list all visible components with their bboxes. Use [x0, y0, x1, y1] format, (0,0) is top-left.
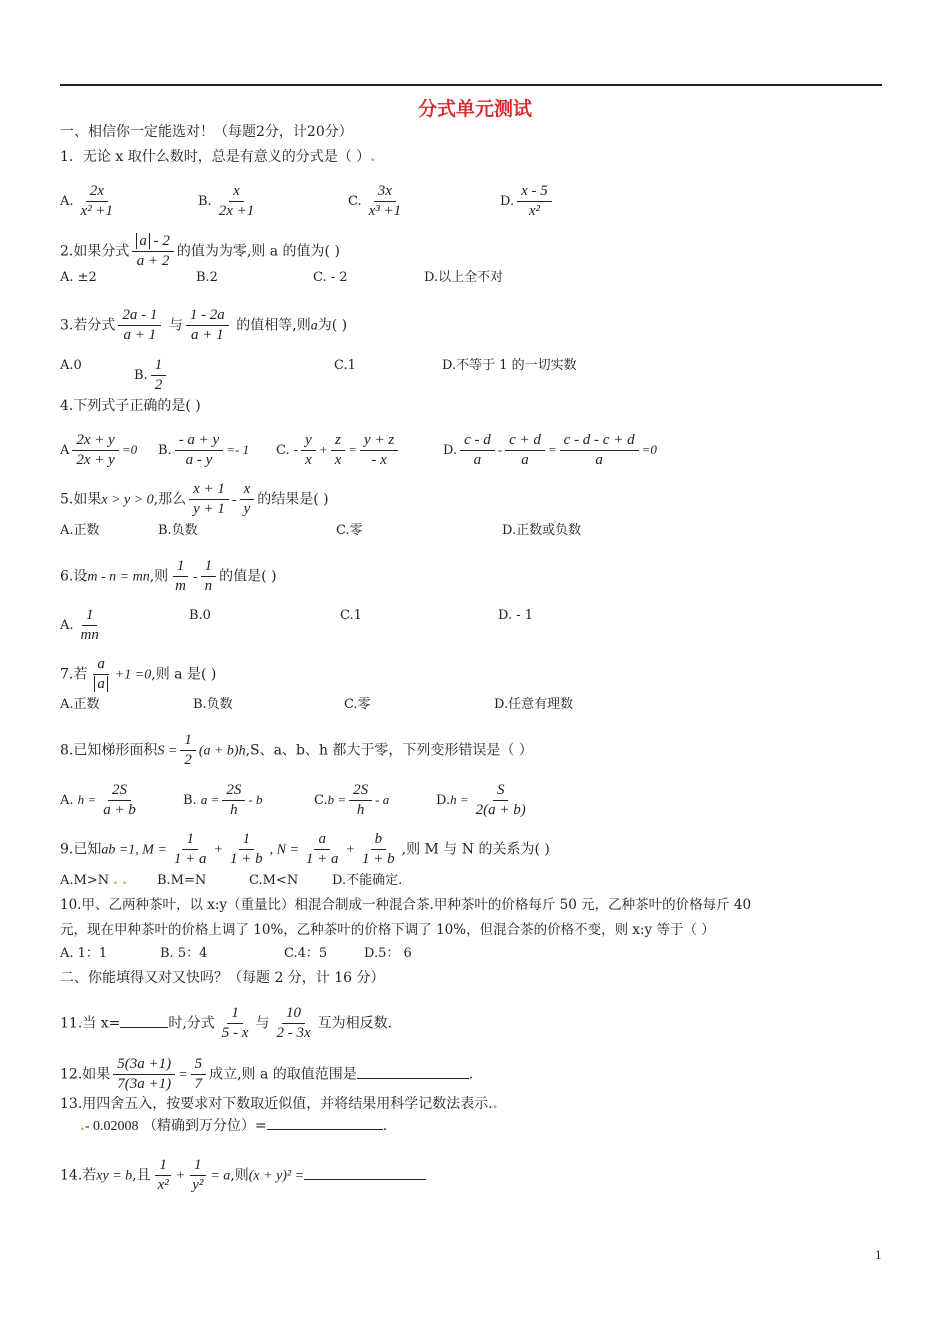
fraction: $\frac{10}{2 - 3x}$: [276, 1005, 311, 1041]
fraction: $\frac{y}{x}$: [301, 431, 316, 470]
question-13-line-2: .- 0.02008 （精确到万分位）= .: [80, 1115, 387, 1137]
question-9-option-d: D.不能确定.: [332, 873, 403, 888]
answer-blank[interactable]: [304, 1165, 426, 1180]
question-11-stem: 11.当 x= 时,分式 $\frac{1}{5 - x}$ 与 $\frac{10}{2 - 3x}$ 互为相反数.: [60, 1005, 393, 1041]
fraction: $\frac{x - 5}{\text{x²}}$: [517, 182, 552, 221]
fraction: $\frac{2S}{h}$: [349, 781, 372, 820]
fraction: $\frac{a - 2}{a + 2}$: [132, 232, 174, 271]
question-4-option-d: D. $\frac{c - d}{a}$ - $\frac{c + d}{a}$ = $\frac{c - d - c + d}{a}$ =0: [443, 432, 657, 468]
mark-dot: .: [80, 1118, 85, 1134]
question-5-option-c: C.零: [336, 523, 363, 538]
question-9-stem: 9.已知ab =1, M = $\frac{1}{1 + a}$ + $\frac{1}{1 + b}$ , N = $\frac{a}{1 + a}$ + $\frac{b}{1 + b}$ ,则 M 与 N 的关系为( ): [60, 831, 550, 867]
fraction: $\frac{2x}{\text{x² +1}}$: [80, 183, 114, 219]
question-6-option-d: D. - 1: [498, 608, 534, 623]
question-7-stem: 7.若 $\frac{a}{a}$ +1 =0,则 a 是( ): [60, 656, 217, 692]
fraction: $\frac{z}{x}$: [331, 431, 346, 470]
fraction: $\frac{y + z}{- x}$: [360, 431, 398, 470]
question-2-option-c: C. - 2: [313, 270, 348, 285]
fraction: $\frac{- a + y}{a - y}$: [175, 431, 224, 470]
fraction: $\frac{1}{1 + a}$: [173, 831, 207, 867]
page-number: 1: [875, 1247, 882, 1262]
header-rule: [60, 84, 882, 86]
answer-blank[interactable]: [267, 1115, 383, 1130]
fraction: $\frac{1}{\text{y²}}$: [188, 1156, 207, 1195]
question-4-option-c: C. - $\frac{y}{x}$ + $\frac{z}{x}$ = $\frac{y + z}{- x}$: [276, 431, 401, 470]
question-8-option-b: B. a = $\frac{2S}{h}$ - b: [183, 782, 263, 818]
question-1-option-b: B. $\frac{x}{2x +1}$: [198, 182, 261, 221]
section-1-heading: 一、相信你一定能选对！（每题2分，计20分）: [60, 124, 353, 140]
fraction: $\frac{1}{5 - x}$: [221, 1005, 249, 1041]
question-10-option-d: D.5： 6: [364, 946, 412, 961]
question-7-option-b: B.负数: [193, 697, 233, 712]
question-10-option-a: A. 1：1: [60, 946, 108, 961]
question-13-line-1: 13.用四舍五入，按要求对下数取近似值，并将结果用科学记数法表示..: [60, 1096, 498, 1112]
answer-blank[interactable]: [120, 1013, 168, 1028]
question-10-line-1: 10.甲、乙两种茶叶，以 x:y（重量比）相混合制成一种混合茶.甲种茶叶的价格每斤 50 元，乙种茶叶的价格每斤 40: [60, 897, 752, 913]
fraction: $\frac{c - d}{a}$: [460, 431, 495, 470]
fraction: $\frac{2S}{a + b}$: [103, 782, 136, 818]
fraction: $\frac{a}{a}$: [90, 655, 112, 694]
question-3-option-d: D.不等于 1 的一切实数: [442, 358, 577, 373]
fraction: $\frac{5}{7}$: [191, 1055, 207, 1094]
question-7-option-c: C.零: [344, 697, 371, 712]
question-8-stem: 8.已知梯形面积S = $\frac{1}{2}$ (a + b)h,S、a、b、h 都大于零，下列变形错误是（ ）: [60, 732, 533, 768]
question-1-option-c: C. $\frac{3x}{\text{x³ +1}}$: [348, 182, 408, 221]
question-6-stem: 6.设m - n = mn,则 $\frac{1}{m}$ - $\frac{1}{n}$ 的值是( ): [60, 558, 277, 594]
question-3-option-a: A.0: [60, 358, 82, 373]
fraction: $\frac{x}{2x +1}$: [218, 183, 255, 219]
question-6-option-b: B.0: [189, 608, 211, 623]
fraction: $\frac{1}{n}$: [201, 557, 217, 596]
fraction: $\frac{1 - 2a}{a + 1}$: [186, 306, 229, 345]
answer-blank[interactable]: [357, 1064, 469, 1079]
question-9-option-c: C.M<N: [249, 873, 299, 888]
fraction: $\frac{1}{mn}$: [80, 607, 99, 643]
question-2-option-a: A. ±2: [60, 270, 97, 285]
question-4-option-b: B. $\frac{- a + y}{a - y}$ =- 1: [158, 432, 250, 468]
question-1-option-a: A. $\frac{2x}{\text{x² +1}}$: [60, 182, 120, 221]
question-1-stem: 1．无论 x 取什么数时，总是有意义的分式是（ ）.: [60, 149, 376, 165]
question-12-stem: 12.如果 $\frac{5(3a +1)}{7(3a +1)}$ = $\frac{5}{7}$ 成立,则 a 的取值范围是 .: [60, 1056, 474, 1092]
mark-dot: .: [492, 1096, 498, 1112]
fraction: $\frac{a}{1 + a}$: [305, 831, 339, 867]
fraction: $\frac{c + d}{a}$: [505, 431, 545, 470]
fraction: $\frac{3x}{\text{x³ +1}}$: [368, 183, 402, 219]
question-2-option-d: D.以上全不对: [424, 270, 504, 285]
page-title: 分式单元测试: [417, 98, 532, 120]
question-3-option-b: B. $\frac{1}{2}$: [134, 356, 169, 395]
question-4-option-a: A $\frac{2x + y}{2x + y}$ =0: [60, 432, 138, 468]
question-2-option-b: B.2: [196, 270, 218, 285]
question-3-option-c: C.1: [334, 358, 356, 373]
question-7-option-a: A.正数: [60, 697, 100, 712]
fraction: $\frac{1}{2}$: [180, 731, 196, 770]
question-14-stem: 14.若xy = b,且 $\frac{1}{\text{x²}}$ + $\frac{1}{\text{y²}}$ = a,则(x + y)² =: [60, 1156, 426, 1195]
fraction: $\frac{2a - 1}{a + 1}$: [118, 306, 161, 345]
question-10-line-2: 元，现在甲种茶叶的价格上调了 10%，乙种茶叶的价格下调了 10%，但混合茶的价格不变，则 x:y 等于（ ）: [60, 922, 715, 938]
question-6-option-c: C.1: [340, 608, 362, 623]
question-8-option-c: C.b = $\frac{2S}{h}$ - a: [314, 782, 390, 818]
question-8-option-a: A. h = $\frac{2S}{a + b}$: [60, 781, 143, 820]
question-2-stem: 2.如果分式 $\frac{a - 2}{a + 2}$ 的值为为零,则 a 的值为( ): [60, 233, 340, 269]
fraction: $\frac{2x + y}{2x + y}$: [72, 431, 118, 470]
fraction: $\frac{1}{\text{x²}}$: [154, 1156, 173, 1195]
question-6-option-a: A. $\frac{1}{mn}$: [60, 606, 106, 645]
fraction: $\frac{1}{1 + b}$: [230, 831, 263, 867]
question-10-option-c: C.4：5: [284, 946, 328, 961]
fraction: $\frac{x}{y}$: [240, 480, 255, 519]
question-5-option-a: A.正数: [60, 523, 100, 538]
section-2-heading: 二、你能填得又对又快吗？（每题 2 分，计 16 分）: [60, 970, 385, 986]
question-5-stem: 5.如果x > y > 0,那么 $\frac{x + 1}{y + 1}$ - $\frac{x}{y}$ 的结果是( ): [60, 481, 329, 517]
fraction: $\frac{2S}{h}$: [222, 781, 245, 820]
question-8-option-d: D.h = $\frac{S}{2(a + b)}$: [436, 781, 533, 820]
question-3-stem: 3.若分式 $\frac{2a - 1}{a + 1}$ 与 $\frac{1 - 2a}{a + 1}$ 的值相等,则a为( ): [60, 307, 348, 343]
question-5-option-d: D.正数或负数: [502, 523, 582, 538]
question-9-option-a: A.M>N . .: [60, 873, 127, 888]
question-5-option-b: B.负数: [158, 523, 198, 538]
question-4-stem: 4.下列式子正确的是( ): [60, 398, 201, 414]
mark-dot: . .: [113, 873, 127, 888]
fraction: $\frac{S}{2(a + b)}$: [475, 782, 526, 818]
question-9-option-b: B.M=N: [157, 873, 207, 888]
fraction: $\frac{1}{2}$: [151, 356, 167, 395]
question-10-option-b: B. 5：4: [160, 946, 208, 961]
fraction: $\frac{5(3a +1)}{7(3a +1)}$: [113, 1055, 175, 1094]
fraction: $\frac{b}{1 + b}$: [362, 831, 395, 867]
mark-dot: .: [370, 149, 376, 165]
question-1-option-d: D. $\frac{x - 5}{\text{x²}}$: [500, 182, 555, 221]
question-7-option-d: D.任意有理数: [494, 697, 574, 712]
fraction: $\frac{c - d - c + d}{a}$: [560, 431, 639, 470]
fraction: $\frac{x + 1}{y + 1}$: [189, 480, 229, 519]
fraction: $\frac{1}{m}$: [171, 557, 190, 596]
